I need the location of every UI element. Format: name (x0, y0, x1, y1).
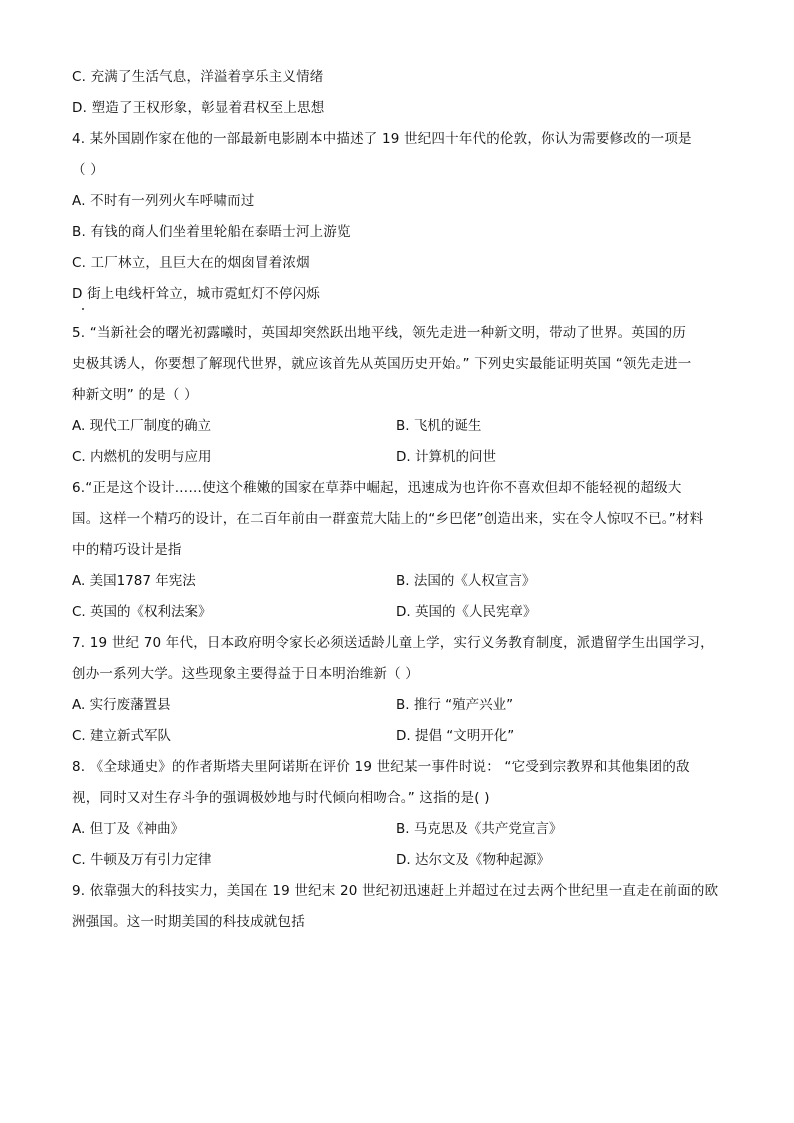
stray-mark (72, 310, 722, 318)
q8-option-d: D. 达尔文及《物种起源》 (396, 852, 550, 868)
q6-options-row-2 (72, 597, 722, 628)
q5-stem-line-2: 史极其诱人，你要想了解现代世界，就应该首先从英国历史开始。” 下列史实最能证明英国 “领先走进一 (72, 356, 692, 372)
q4-answer-blank: （ ） (72, 162, 104, 178)
q3-option-c: C. 充满了生活气息，洋溢着享乐主义情绪 (72, 69, 324, 85)
q8-option-c: C. 牛顿及万有引力定律 (72, 852, 212, 868)
q7-options-row-2 (72, 721, 722, 752)
q8-option-a: A. 但丁及《神曲》 (72, 821, 185, 837)
q9-stem-line-1: 9. 依靠强大的科技实力，美国在 19 世纪末 20 世纪初迅速赶上并超过在过去两个世纪里一直走在前面的欧 (72, 883, 719, 899)
q8-options-row-1 (72, 814, 722, 845)
q5-option-d: D. 计算机的问世 (396, 449, 496, 465)
q6-options-row-1 (72, 566, 722, 597)
q8-option-b: B. 马克思及《共产党宣言》 (396, 821, 563, 837)
q8-options-row-2 (72, 845, 722, 876)
q6-option-a: A. 美国1787 年宪法 (72, 573, 196, 589)
q5-option-b: B. 飞机的诞生 (396, 418, 482, 434)
q7-stem-line-1: 7. 19 世纪 70 年代，日本政府明令家长必须送适龄儿童上学，实行义务教育制度，派遣留学生出国学习， (72, 635, 714, 651)
q7-option-a: A. 实行废藩置县 (72, 697, 171, 713)
q4-option-b: B. 有钱的商人们坐着里轮船在泰晤士河上游览 (72, 224, 351, 240)
q9-stem-line-2: 洲强国。这一时期美国的科技成就包括 (72, 914, 305, 930)
q6-stem-line-1: 6.“正是这个设计……使这个稚嫩的国家在草莽中崛起，迅速成为也许你不喜欢但却不能轻视的超级大 (72, 480, 682, 496)
q8-stem-line-1: 8. 《全球通史》的作者斯塔夫里阿诺斯在评价 19 世纪某一事件时说： “它受到宗教界和其他集团的敌 (72, 759, 690, 775)
q5-options-row-2 (72, 442, 722, 473)
q5-option-c: C. 内燃机的发明与应用 (72, 449, 212, 465)
q4-option-a: A. 不时有一列列火车呼啸而过 (72, 193, 255, 209)
q5-options-row-1 (72, 411, 722, 442)
q7-option-c: C. 建立新式军队 (72, 728, 172, 744)
q7-stem-line-2: 创办一系列大学。这些现象主要得益于日本明治维新（ ） (72, 666, 419, 682)
q5-option-a: A. 现代工厂制度的确立 (72, 418, 212, 434)
q5-stem-line-3: 种新文明” 的是（ ） (72, 387, 198, 403)
q7-options-row-1 (72, 690, 722, 721)
q6-option-d: D. 英国的《人民宪章》 (396, 604, 537, 620)
q4-option-d: D 街上电线杆耸立，城市霓虹灯不停闪烁 (72, 286, 320, 302)
q6-stem-line-3: 中的精巧设计是指 (72, 542, 182, 558)
q4-option-c: C. 工厂林立，且巨大在的烟囱冒着浓烟 (72, 255, 310, 271)
q4-stem: 4. 某外国剧作家在他的一部最新电影剧本中描述了 19 世纪四十年代的伦敦，你认为需要修改的一项是 (72, 131, 692, 147)
q5-stem-line-1: 5. “当新社会的曙光初露曦时，英国却突然跃出地平线，领先走进一种新文明，带动了世界。英国的历 (72, 325, 687, 341)
q7-option-b: B. 推行 “殖产兴业” (396, 697, 514, 713)
exam-page (72, 62, 722, 938)
q6-option-c: C. 英国的《权利法案》 (72, 604, 212, 620)
q6-option-b: B. 法国的《人权宣言》 (396, 573, 536, 589)
q8-stem-line-2: 视，同时又对生存斗争的强调极妙地与时代倾向相吻合。” 这指的是( ) (72, 790, 490, 806)
q3-option-d: D. 塑造了王权形象，彰显着君权至上思想 (72, 100, 325, 116)
q6-stem-line-2: 国。这样一个精巧的设计，在二百年前由一群蛮荒大陆上的“乡巴佬”创造出来，实在令人惊叹不已。”材料 (72, 511, 704, 527)
q7-option-d: D. 提倡 “文明开化” (396, 728, 515, 744)
